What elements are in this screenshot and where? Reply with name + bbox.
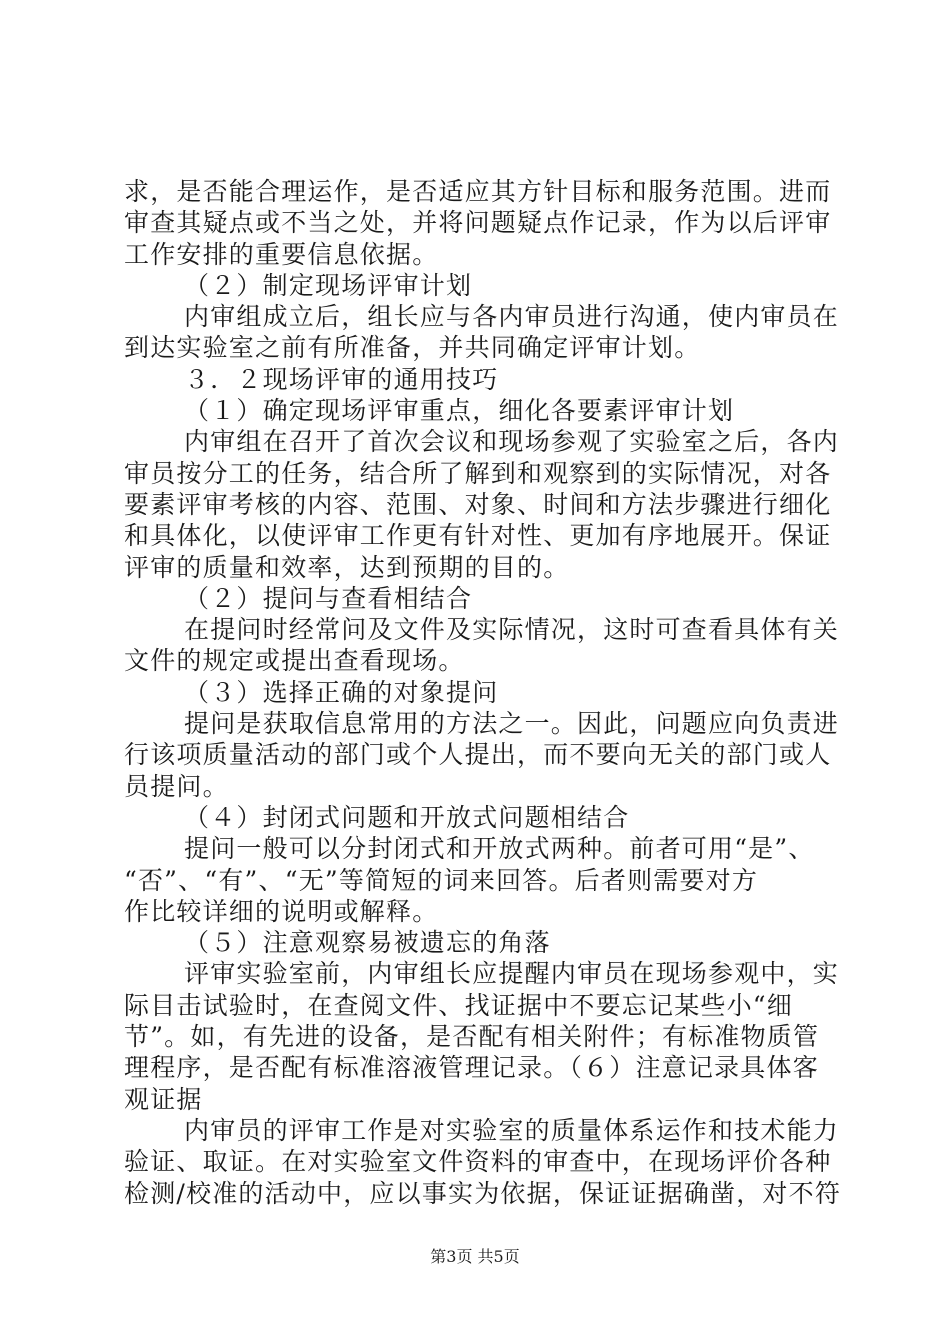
text-line: 评审的质量和效率，达到预期的目的。 (124, 552, 570, 582)
paragraph-start: 评审实验室前，内审组长应提醒内审员在现场参观中，实 (184, 959, 840, 989)
section-heading: （５）注意观察易被遗忘的角落 (184, 928, 551, 958)
paragraph-start: 内审组在召开了首次会议和现场参观了实验室之后，各内 (184, 427, 840, 457)
text-line: 工作安排的重要信息依据。 (124, 239, 439, 269)
text-line: 员提问。 (124, 771, 229, 801)
text-line: 要素评审考核的内容、范围、对象、时间和方法步骤进行细化 (124, 489, 832, 519)
text-line: 和具体化，以使评审工作更有针对性、更加有序地展开。保证 (124, 521, 832, 551)
text-line: 理程序，是否配有标准溶液管理记录。（６）注意记录具体客 (124, 1053, 819, 1083)
section-heading: （１）确定现场评审重点，细化各要素评审计划 (184, 396, 735, 426)
document-body (124, 176, 842, 1209)
text-line: 审员按分工的任务，结合所了解到和观察到的实际情况，对各 (124, 458, 832, 488)
text-line: 观证据 (124, 1084, 203, 1114)
text-line: 际目击试验时，在查阅文件、找证据中不要忘记某些小“细 (124, 990, 793, 1020)
text-line: 行该项质量活动的部门或个人提出，而不要向无关的部门或人 (124, 740, 832, 770)
section-heading: （３）选择正确的对象提问 (184, 677, 499, 707)
paragraph-start: 提问一般可以分封闭式和开放式两种。前者可用“是”、 (184, 834, 815, 864)
page-footer (0, 1244, 950, 1267)
section-heading: ３．２现场评审的通用技巧 (184, 364, 499, 394)
paragraph-start: 内审组成立后，组长应与各内审员进行沟通，使内审员在 (184, 302, 840, 332)
paragraph-start: 提问是获取信息常用的方法之一。因此，问题应向负责进 (184, 709, 840, 739)
text-line: 求，是否能合理运作，是否适应其方针目标和服务范围。进而 (124, 177, 832, 206)
text-line: 作比较详细的说明或解释。 (124, 896, 439, 926)
text-line: 审查其疑点或不当之处，并将问题疑点作记录，作为以后评审 (124, 208, 832, 238)
page-number: 第3页 共5页 (430, 1247, 520, 1266)
text-line: 节”。如，有先进的设备，是否配有相关附件；有标准物质管 (124, 1022, 820, 1052)
text-line: 文件的规定或提出查看现场。 (124, 646, 465, 676)
text-line: 验证、取证。在对实验室文件资料的审查中，在现场评价各种 (124, 1147, 832, 1177)
section-heading: （４）封闭式问题和开放式问题相结合 (184, 802, 630, 832)
section-heading: （２）制定现场评审计划 (184, 270, 473, 300)
text-line: 检测/校准的活动中，应以事实为依据，保证证据确凿，对不符 (124, 1178, 842, 1208)
paragraph-start: 内审员的评审工作是对实验室的质量体系运作和技术能力 (184, 1115, 840, 1145)
paragraph-start: 在提问时经常问及文件及实际情况，这时可查看具体有关 (184, 615, 840, 645)
text-line: 到达实验室之前有所准备，并共同确定评审计划。 (124, 333, 701, 363)
text-line: “否”、“有”、“无”等简短的词来回答。后者则需要对方 (124, 865, 759, 895)
section-heading: （２）提问与查看相结合 (184, 583, 473, 613)
